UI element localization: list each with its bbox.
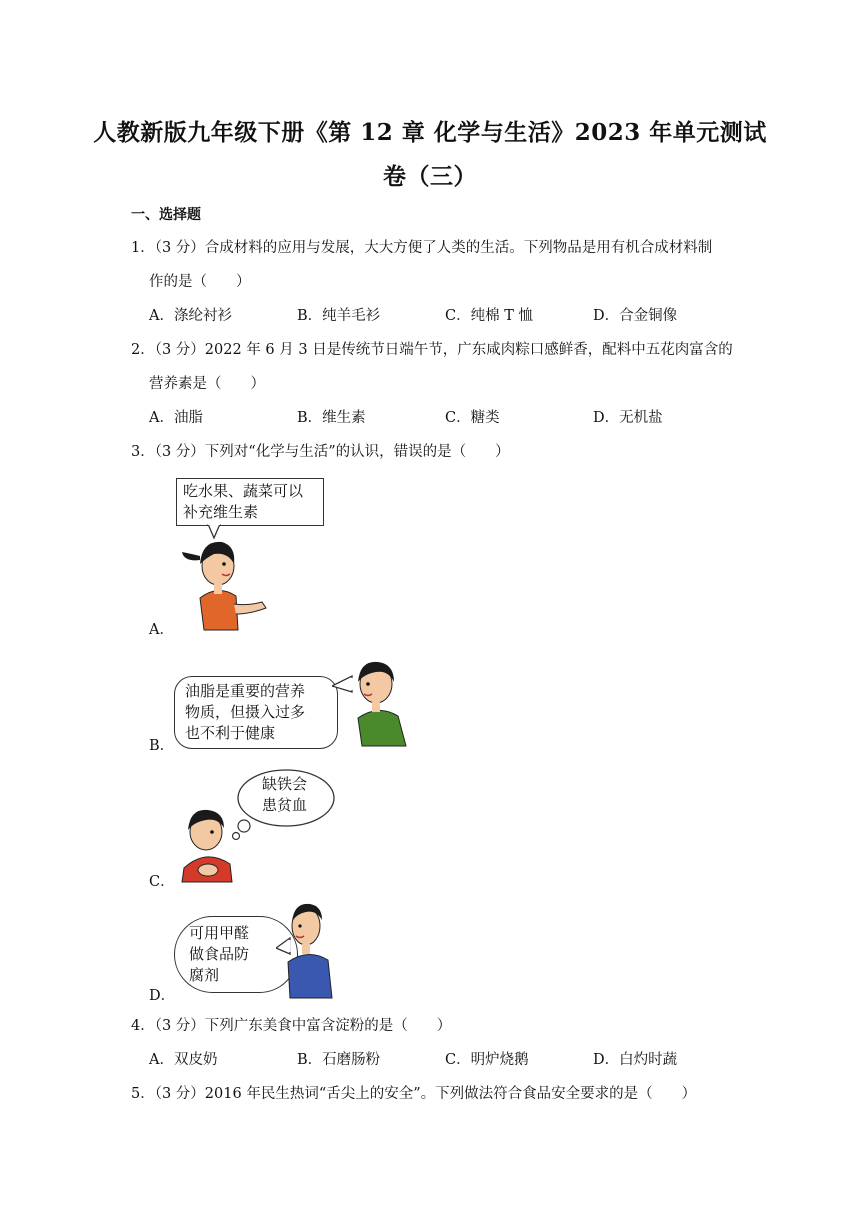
q4-stem: 4．（3 分）下列广东美食中富含淀粉的是（ ）	[131, 1018, 452, 1034]
bubble-text-line: 吃水果、蔬菜可以	[183, 482, 304, 500]
bubble-text-line: 做食品防	[189, 945, 250, 963]
bubble-text-line: 腐剂	[189, 966, 220, 984]
document-title-line2: 卷（三）	[383, 163, 477, 190]
q1-option-c: C．纯棉 T 恤	[445, 308, 533, 324]
q2-option-a: A．油脂	[149, 410, 203, 426]
q1-option-a: A．涤纶衬衫	[149, 308, 232, 324]
q3-figure-b-label: B．	[149, 738, 175, 754]
q3-figure-a-label: A．	[149, 622, 174, 638]
q3-figure-d-label: D．	[149, 988, 176, 1004]
q5-stem: 5．（3 分）2016 年民生热词“舌尖上的安全”。下列做法符合食品安全要求的是（ ）	[131, 1086, 697, 1102]
q3-figure-c-label: C．	[149, 874, 175, 890]
q3-figure-a-girl-illustration	[170, 524, 280, 634]
q2-stem-line2: 营养素是（ ）	[149, 376, 265, 392]
section-heading: 一、选择题	[131, 207, 201, 223]
q1-option-b: B．纯羊毛衫	[297, 308, 381, 324]
q3-figure-c-thought-illustration	[176, 768, 336, 884]
q1-stem-line2: 作的是（ ）	[149, 274, 251, 290]
q1-option-d: D．合金铜像	[593, 308, 678, 324]
bubble-text-line: 缺铁会	[262, 775, 308, 793]
bubble-text-line: 可用甲醛	[189, 924, 250, 942]
q3-figure-a-speech-bubble	[176, 478, 324, 526]
q4-option-c: C．明炉烧鹅	[445, 1052, 529, 1068]
bubble-text-line: 患贫血	[262, 796, 308, 814]
bubble-text-line: 物质，但摄入过多	[185, 703, 306, 721]
q3-figure-b-speech-bubble	[174, 676, 338, 749]
bubble-text-line: 也不利于健康	[185, 724, 276, 742]
q1-stem-line1: 1．（3 分）合成材料的应用与发展，大大方便了人类的生活。下列物品是用有机合成材料制	[131, 240, 713, 256]
q2-option-d: D．无机盐	[593, 410, 663, 426]
q3-stem: 3．（3 分）下列对“化学与生活”的认识，错误的是（ ）	[131, 444, 510, 460]
q4-option-d: D．白灼时蔬	[593, 1052, 678, 1068]
bubble-text-line: 补充维生素	[183, 503, 259, 521]
document-title-line1: 人教新版九年级下册《第 12 章 化学与生活》2023 年单元测试	[93, 119, 767, 146]
q3-figure-b-boy-illustration	[332, 654, 422, 750]
q2-option-c: C．糖类	[445, 410, 500, 426]
q4-option-a: A．双皮奶	[149, 1052, 218, 1068]
bubble-text-line: 油脂是重要的营养	[185, 682, 306, 700]
q2-option-b: B．维生素	[297, 410, 366, 426]
q3-figure-c-thought-text	[262, 774, 307, 816]
q4-option-b: B．石磨肠粉	[297, 1052, 381, 1068]
q3-figure-d-man-illustration	[276, 898, 340, 1000]
q2-stem-line1: 2．（3 分）2022 年 6 月 3 日是传统节日端午节，广东咸肉粽口感鲜香，配料中五花肉富含的	[131, 342, 733, 358]
